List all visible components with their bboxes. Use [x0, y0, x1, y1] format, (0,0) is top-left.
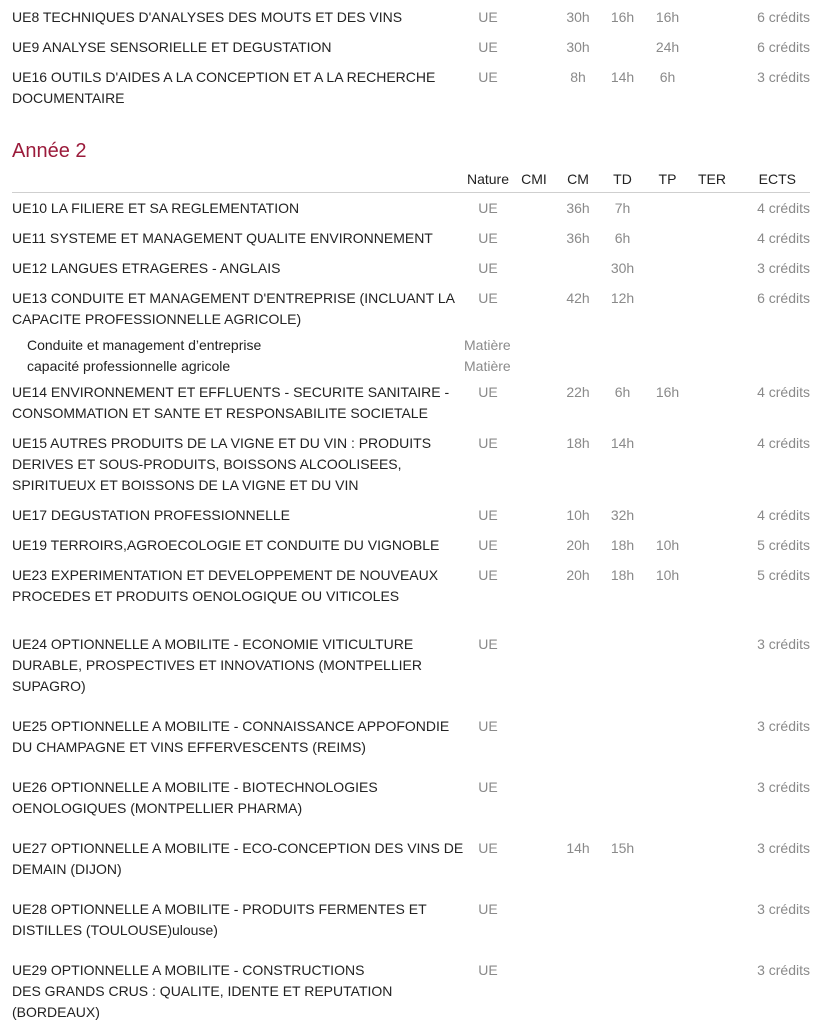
course-ter — [690, 7, 734, 28]
course-cm — [556, 880, 600, 941]
course-nature: Matière — [464, 337, 511, 353]
course-tp — [645, 279, 690, 330]
course-td: 14h — [610, 435, 635, 451]
course-cmi — [512, 819, 556, 880]
course-name: UE12 LANGUES ETRAGERES - ANGLAIS — [12, 260, 281, 276]
course-row — [12, 758, 810, 819]
course-ter — [690, 556, 734, 607]
course-cmi — [512, 193, 556, 220]
course-tp — [645, 424, 690, 496]
course-row — [12, 58, 810, 109]
course-tp — [645, 758, 690, 819]
course-row — [12, 7, 810, 28]
header-ter: TER — [690, 168, 734, 193]
course-name: UE11 SYSTEME ET MANAGEMENT QUALITE ENVIRONNEMENT — [12, 230, 433, 246]
course-td: 18h — [610, 537, 635, 553]
course-row — [12, 424, 810, 496]
course-cm: 30h — [566, 39, 590, 55]
course-td: 15h — [610, 840, 635, 856]
course-ter — [690, 356, 734, 377]
course-nature: UE — [478, 435, 498, 451]
course-ects: 4 crédits — [757, 230, 810, 246]
course-ter — [690, 249, 734, 279]
course-cmi — [512, 758, 556, 819]
course-row — [12, 556, 810, 607]
course-row — [12, 880, 810, 941]
course-tp: 16h — [655, 9, 680, 25]
course-td: 16h — [610, 9, 635, 25]
course-td — [600, 941, 645, 1023]
course-ects: 3 crédits — [757, 69, 810, 85]
course-ter — [690, 880, 734, 941]
course-td: 30h — [610, 260, 635, 276]
course-name: UE24 OPTIONNELLE A MOBILITE - ECONOMIE VITICULTURE DURABLE, PROSPECTIVES ET INNOVATIONS (MONTPELLIER SUPAGRO) — [12, 636, 422, 694]
course-cm — [556, 697, 600, 758]
course-cm: 8h — [570, 69, 586, 85]
course-td: 7h — [614, 200, 631, 216]
course-nature: UE — [478, 39, 498, 55]
course-name: UE23 EXPERIMENTATION ET DEVELOPPEMENT DE NOUVEAUX PROCEDES ET PRODUITS OENOLOGIQUE OU VITICOLES — [12, 567, 439, 604]
header-td: TD — [600, 168, 645, 193]
course-tp — [645, 697, 690, 758]
course-cm: 36h — [566, 200, 590, 216]
course-ter — [690, 607, 734, 697]
course-ter — [690, 193, 734, 220]
course-cmi — [512, 607, 556, 697]
header-cmi: CMI — [512, 168, 556, 193]
course-nature: UE — [478, 9, 498, 25]
course-ter — [690, 377, 734, 424]
header-tp: TP — [645, 168, 690, 193]
course-nature: UE — [478, 636, 498, 652]
course-row — [12, 249, 810, 279]
course-ter — [690, 219, 734, 249]
course-cmi — [512, 880, 556, 941]
course-ter — [690, 941, 734, 1023]
course-ects — [734, 330, 810, 356]
course-ects: 3 crédits — [757, 901, 810, 917]
course-tp — [645, 819, 690, 880]
course-row — [12, 28, 810, 58]
course-row — [12, 377, 810, 424]
course-ter — [690, 28, 734, 58]
course-name: UE16 OUTILS D'AIDES A LA CONCEPTION ET A LA RECHERCHE DOCUMENTAIRE — [12, 69, 436, 106]
course-td: 14h — [610, 69, 635, 85]
course-cmi — [512, 556, 556, 607]
course-row — [12, 526, 810, 556]
course-cm — [556, 249, 600, 279]
course-td — [600, 330, 645, 356]
course-cmi — [512, 496, 556, 526]
course-cm — [556, 607, 600, 697]
course-nature: UE — [478, 567, 498, 583]
course-nature: UE — [478, 840, 498, 856]
course-cmi — [512, 356, 556, 377]
course-tp — [645, 941, 690, 1023]
course-ects: 4 crédits — [757, 200, 810, 216]
table-header-row — [12, 168, 810, 193]
course-ter — [690, 819, 734, 880]
course-ter — [690, 526, 734, 556]
course-cm: 22h — [566, 384, 590, 400]
course-td: 6h — [614, 384, 631, 400]
course-row — [12, 193, 810, 220]
course-row — [12, 607, 810, 697]
header-name — [12, 168, 464, 193]
year1-course-table — [12, 7, 810, 109]
course-cm: 36h — [566, 230, 590, 246]
course-row — [12, 697, 810, 758]
course-ects: 3 crédits — [757, 260, 810, 276]
course-row — [12, 941, 810, 1023]
course-tp — [645, 607, 690, 697]
course-td — [600, 697, 645, 758]
course-td — [600, 607, 645, 697]
course-cm — [556, 758, 600, 819]
course-ects: 6 crédits — [757, 290, 810, 306]
course-cm: 18h — [566, 435, 590, 451]
course-cm — [556, 330, 600, 356]
course-name: UE15 AUTRES PRODUITS DE LA VIGNE ET DU VIN : PRODUITS DERIVES ET SOUS-PRODUITS, BOISSONS ALCOOLISEES, SPIRITUEUX ET BOISSONS DE LA VIGNE ET DU VIN — [12, 435, 432, 493]
course-ter — [690, 758, 734, 819]
course-nature: UE — [478, 200, 498, 216]
course-td: 32h — [610, 507, 635, 523]
course-name: UE9 ANALYSE SENSORIELLE ET DEGUSTATION — [12, 39, 332, 55]
course-row — [12, 819, 810, 880]
course-tp: 16h — [655, 384, 680, 400]
course-td — [600, 880, 645, 941]
course-ter — [690, 279, 734, 330]
course-name: UE13 CONDUITE ET MANAGEMENT D'ENTREPRISE (INCLUANT LA CAPACITE PROFESSIONNELLE AGRICOLE) — [12, 290, 455, 327]
course-td — [600, 28, 645, 58]
course-cmi — [512, 249, 556, 279]
course-row — [12, 279, 810, 330]
course-ter — [690, 496, 734, 526]
course-tp: 10h — [655, 567, 680, 583]
sub-course-row — [12, 356, 810, 377]
course-ects: 3 crédits — [757, 840, 810, 856]
course-name: UE19 TERROIRS,AGROECOLOGIE ET CONDUITE DU VIGNOBLE — [12, 537, 440, 553]
course-cmi — [512, 7, 556, 28]
course-nature: Matière — [464, 358, 511, 374]
course-nature: UE — [478, 69, 498, 85]
course-cm: 30h — [566, 9, 590, 25]
course-ter — [690, 424, 734, 496]
course-td: 12h — [610, 290, 635, 306]
course-ects: 4 crédits — [757, 384, 810, 400]
course-row — [12, 496, 810, 526]
course-nature: UE — [478, 507, 498, 523]
course-ects: 5 crédits — [757, 567, 810, 583]
course-tp — [645, 356, 690, 377]
course-ter — [690, 58, 734, 109]
course-ects: 3 crédits — [757, 779, 810, 795]
course-name: UE26 OPTIONNELLE A MOBILITE - BIOTECHNOLOGIES OENOLOGIQUES (MONTPELLIER PHARMA) — [12, 779, 378, 816]
course-tp: 6h — [659, 69, 676, 85]
course-td — [600, 356, 645, 377]
course-cm — [556, 941, 600, 1023]
course-cm: 10h — [566, 507, 590, 523]
course-nature: UE — [478, 230, 498, 246]
course-tp — [645, 330, 690, 356]
course-name: UE17 DEGUSTATION PROFESSIONNELLE — [12, 507, 290, 523]
course-cmi — [512, 330, 556, 356]
course-ects: 3 crédits — [757, 718, 810, 734]
course-cm: 20h — [566, 567, 590, 583]
course-cmi — [512, 424, 556, 496]
course-ects — [734, 356, 810, 377]
course-nature: UE — [478, 962, 498, 978]
course-name: UE10 LA FILIERE ET SA REGLEMENTATION — [12, 200, 300, 216]
course-name: UE27 OPTIONNELLE A MOBILITE - ECO-CONCEPTION DES VINS DE DEMAIN (DIJON) — [12, 840, 464, 877]
course-nature: UE — [478, 537, 498, 553]
course-nature: UE — [478, 718, 498, 734]
course-name: UE29 OPTIONNELLE A MOBILITE - CONSTRUCTIONS DES GRANDS CRUS : QUALITE, IDENTE ET REPUTATION (BORDEAUX) — [12, 962, 393, 1020]
year2-course-table — [12, 168, 810, 1023]
course-cmi — [512, 28, 556, 58]
course-name: Conduite et management d’entreprise — [27, 337, 262, 353]
course-name: UE28 OPTIONNELLE A MOBILITE - PRODUITS FERMENTES ET DISTILLES (TOULOUSE)ulouse) — [12, 901, 427, 938]
course-cm: 14h — [566, 840, 590, 856]
course-name: UE25 OPTIONNELLE A MOBILITE - CONNAISSANCE APPOFONDIE DU CHAMPAGNE ET VINS EFFERVESCENTS (REIMS) — [12, 718, 450, 755]
course-cmi — [512, 58, 556, 109]
course-ter — [690, 330, 734, 356]
course-td: 18h — [610, 567, 635, 583]
course-ects: 4 crédits — [757, 507, 810, 523]
header-ects: ECTS — [734, 168, 810, 193]
course-tp — [645, 193, 690, 220]
course-ects: 3 crédits — [757, 636, 810, 652]
course-row — [12, 219, 810, 249]
course-tp: 24h — [655, 39, 680, 55]
header-cm: CM — [556, 168, 600, 193]
course-name: capacité professionnelle agricole — [27, 358, 231, 374]
course-nature: UE — [478, 290, 498, 306]
course-nature: UE — [478, 901, 498, 917]
course-tp: 10h — [655, 537, 680, 553]
course-nature: UE — [478, 384, 498, 400]
course-ects: 4 crédits — [757, 435, 810, 451]
course-cm — [556, 356, 600, 377]
course-nature: UE — [478, 779, 498, 795]
course-cmi — [512, 219, 556, 249]
course-cmi — [512, 697, 556, 758]
sub-course-row — [12, 330, 810, 356]
course-name: UE14 ENVIRONNEMENT ET EFFLUENTS - SECURITE SANITAIRE - CONSOMMATION ET SANTE ET RESPONSABILITE SOCIETALE — [12, 384, 450, 421]
course-tp — [645, 249, 690, 279]
course-cmi — [512, 377, 556, 424]
course-ects: 6 crédits — [757, 9, 810, 25]
course-tp — [645, 219, 690, 249]
year-2-title: Année 2 — [12, 140, 87, 162]
course-ects: 6 crédits — [757, 39, 810, 55]
course-td — [600, 758, 645, 819]
course-tp — [645, 496, 690, 526]
course-td: 6h — [614, 230, 631, 246]
course-cm: 42h — [566, 290, 590, 306]
course-name: UE8 TECHNIQUES D'ANALYSES DES MOUTS ET DES VINS — [12, 9, 403, 25]
course-ects: 5 crédits — [757, 537, 810, 553]
course-ter — [690, 697, 734, 758]
course-nature: UE — [478, 260, 498, 276]
course-tp — [645, 880, 690, 941]
header-nature: Nature — [464, 168, 512, 193]
course-cm: 20h — [566, 537, 590, 553]
course-ects: 3 crédits — [757, 962, 810, 978]
course-cmi — [512, 526, 556, 556]
course-cmi — [512, 279, 556, 330]
course-cmi — [512, 941, 556, 1023]
